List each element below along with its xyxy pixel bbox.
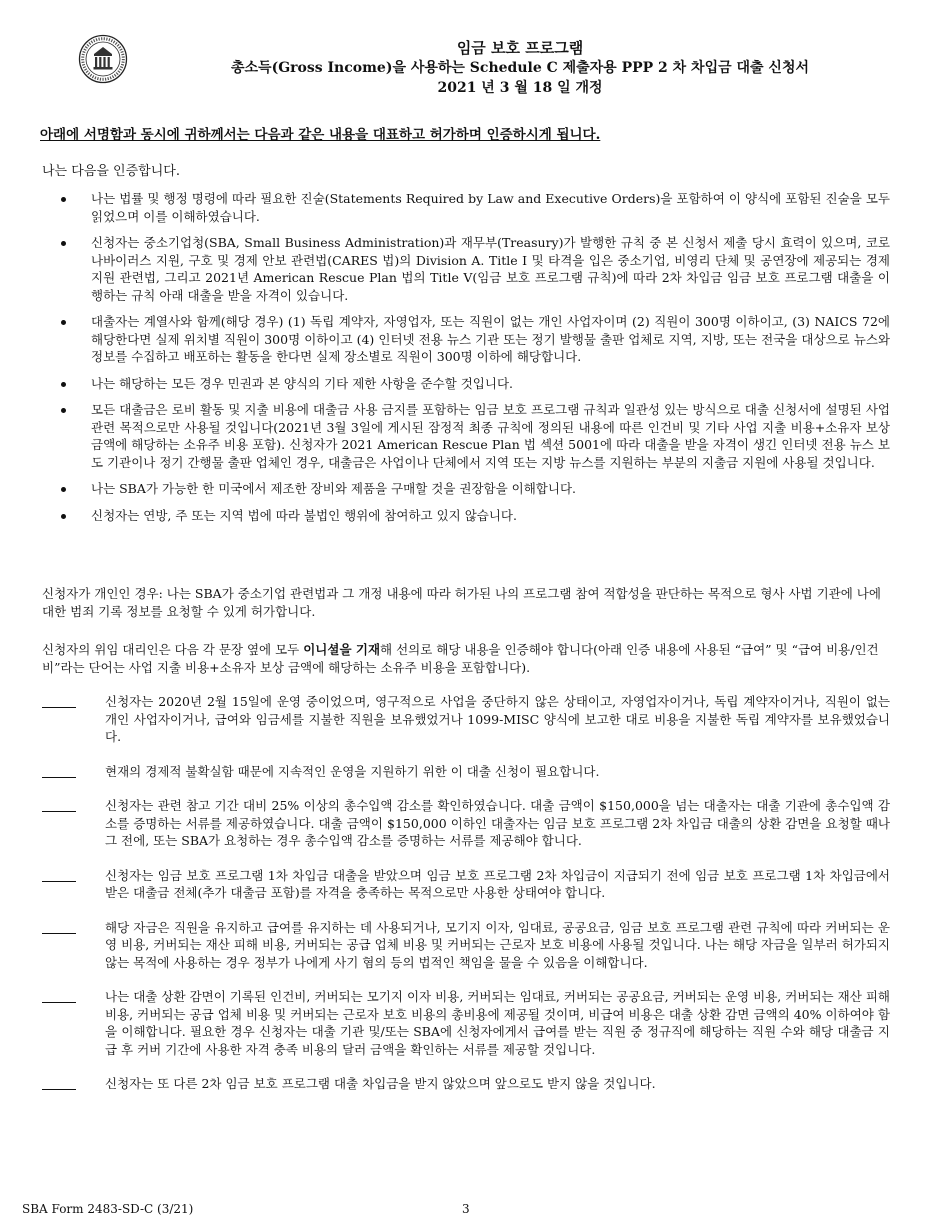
bullet-text: 모든 대출금은 로비 활동 및 지출 비용에 대출금 사용 금지를 포함하는 임금 보호 프로그램 규칙과 일관성 있는 방식으로 대출 신청서에 설명된 사업 관련 목적으로만 사용될 것입니다(2021년 3월 3일에 게시된 잠정적 최종 규칙에 정의된 내용에 따른 인건비 및 기타 사업 지출 비용+소유자 보상 금액에 해당하는 소유주 비용 포함). 신청자가 2021 American Rescue Plan 법 섹션 5001에 따라 대출을 받을 자격이 생긴 인터넷 전용 뉴스 보도 기관이나 정기 간행물 출판 업체인 경우, 대출금은 사업이나 단체에서 지역 또는 지방 뉴스를 지원하는 부분의 지출금 지원에 사용될 것입니다. xyxy=(91,402,890,470)
initials-text-bold: 이니셜을 기재 xyxy=(303,642,381,657)
initial-item-text: 신청자는 관련 참고 기간 대비 25% 이상의 총수입액 감소를 확인하였습니다. 대출 금액이 $150,000을 넘는 대출자는 대출 기관에 총수입액 감소를 증명하는 서류를 제공하였습니다. 대출 금액이 $150,000 이하인 대출자는 임금 보호 프로그램 2차 차입금 대출의 상환 감면을 요청할 때나 그 전에, 또는 SBA가 요청하는 경우 총수입액 감소를 증명하는 서류를 제공해야 합니다. xyxy=(105,798,890,848)
bullet-icon xyxy=(61,241,66,246)
bullet-icon xyxy=(61,197,66,202)
form-id-footer: SBA Form 2483-SD-C (3/21) xyxy=(22,1202,194,1216)
certification-bullets xyxy=(42,190,890,533)
initial-item xyxy=(42,763,890,781)
form-title: 임금 보호 프로그램 xyxy=(456,39,584,57)
initial-item-text: 신청자는 또 다른 2차 임금 보호 프로그램 대출 차입금을 받지 않았으며 앞으로도 받지 않을 것입니다. xyxy=(105,1076,656,1091)
bullet-text: 신청자는 연방, 주 또는 지역 법에 따라 불법인 행위에 참여하고 있지 않습니다. xyxy=(91,507,517,523)
initial-item-text: 현재의 경제적 불확실함 때문에 지속적인 운영을 지원하기 위한 이 대출 신청이 필요합니다. xyxy=(105,763,600,779)
initial-item xyxy=(42,1075,890,1093)
initial-blank-line[interactable] xyxy=(42,777,76,778)
bullet-text: 나는 해당하는 모든 경우 민권과 본 양식의 기타 제한 사항을 준수할 것입니다. xyxy=(91,375,514,391)
initial-blank-line[interactable] xyxy=(42,933,76,934)
initials-instruction-paragraph xyxy=(42,641,890,677)
bullet-item xyxy=(42,313,890,366)
bullet-item xyxy=(42,401,890,471)
bullet-text: 신청자는 중소기업청(SBA, Small Business Administration)과 재무부(Treasury)가 발행한 규칙 중 본 신청서 제출 당시 효력이 있으며, 코로나바이러스 지원, 구호 및 경제 안보 관련법(CARES 법)의 Division A. Title I 및 타격을 입은 중소기업, 비영리 단체 및 공연장에 제공되는 경제 지원 관련법, 그리고 2021년 American Rescue Plan 법의 Title V(임금 보호 프로그램 규칙)에 따라 2차 차입금 임금 보호 프로그램 대출을 이행하는 규칙 아래 대출을 받을 자격이 있습니다. xyxy=(91,235,890,303)
sba-seal-logo xyxy=(78,34,128,84)
initial-blank-line[interactable] xyxy=(42,1089,76,1090)
bullet-icon xyxy=(61,408,66,413)
bullet-icon xyxy=(61,320,66,325)
initial-item-text: 신청자는 임금 보호 프로그램 1차 차입금 대출을 받았으며 임금 보호 프로그램 2차 차입금이 지급되기 전에 임금 보호 프로그램 1차 차입금에서 받은 대출금 전체(추가 대출금 포함)를 자격을 충족하는 목적으로만 사용한 상태여야 합니다. xyxy=(105,867,890,900)
initials-text-before: 신청자의 위임 대리인은 다음 각 문장 옆에 모두 xyxy=(42,642,304,657)
bullet-icon xyxy=(61,487,66,492)
initial-blank-line[interactable] xyxy=(42,707,76,708)
bullet-item xyxy=(42,375,890,393)
bullet-item xyxy=(42,190,890,225)
initial-item xyxy=(42,797,890,850)
bullet-text: 대출자는 계열사와 함께(해당 경우) (1) 독립 계약자, 자영업자, 또는 직원이 없는 개인 사업자이며 (2) 직원이 300명 이하이고, (3) NAICS 72에 해당한다면 실제 위치별 직원이 300명 이하이고 (4) 인터넷 전용 뉴스 기관 또는 정기 발행물 출판 업체로 지역, 지방, 또는 전국을 대상으로 뉴스와 정보를 수집하고 배포하는 활동을 한다면 실제 장소별로 직원이 300명 이하에 해당합니다. xyxy=(91,314,890,364)
initial-blank-line[interactable] xyxy=(42,811,76,812)
bullet-text: 나는 법률 및 행정 명령에 따라 필요한 진술(Statements Required by Law and Executive Orders)을 포함하여 이 양식에 포함된 진술을 모두 읽었으며 이를 이해하였습니다. xyxy=(91,191,890,224)
initial-item xyxy=(42,919,890,972)
certify-intro: 나는 다음을 인증합니다. xyxy=(42,164,180,179)
page-number: 3 xyxy=(462,1202,470,1216)
initial-blank-line[interactable] xyxy=(42,1002,76,1003)
initial-item xyxy=(42,867,890,902)
form-subtitle: 총소득(Gross Income)을 사용하는 Schedule C 제출자용 PPP 2 차 차입금 대출 신청서 xyxy=(231,60,809,76)
initial-item-text: 나는 대출 상환 감면이 기록된 인건비, 커버되는 모기지 이자 비용, 커버되는 임대료, 커버되는 공공요금, 커버되는 운영 비용, 커버되는 재산 피해 비용, 커버되는 공급 업체 비용 및 커버되는 근로자 보호 비용의 총비용에 제공될 것이며, 비급여 비용은 대출 상환 감면 금액의 40% 이하여야 함을 이해합니다. 필요한 경우 신청자는 대출 기관 및/또는 SBA에 신청자에게서 급여를 받는 직원 중 정규직에 해당하는 직원 수와 해당 대출금 지급 후 커버 기간에 사용한 자격 충족 비용의 달러 금액을 확인하는 서류를 제공할 것입니다. xyxy=(105,989,890,1057)
bullet-icon xyxy=(61,514,66,519)
initial-item xyxy=(42,693,890,746)
bullet-text: 나는 SBA가 가능한 한 미국에서 제조한 장비와 제품을 구매할 것을 권장함을 이해합니다. xyxy=(91,481,577,496)
initial-item-text: 해당 자금은 직원을 유지하고 급여를 유지하는 데 사용되거나, 모기지 이자, 임대료, 공공요금, 임금 보호 프로그램 관련 규칙에 따라 커버되는 운영 비용, 커버되는 재산 피해 비용, 커버되는 공급 업체 비용 및 커버되는 근로자 보호 비용에 사용될 것입니다. 나는 해당 자금을 일부러 허가되지 않는 목적에 사용하는 경우 정부가 나에게 사기 혐의 등의 법적인 책임을 물을 수 있음을 이해합니다. xyxy=(105,919,890,970)
initials-items xyxy=(42,693,890,1110)
lead-statement: 아래에 서명함과 동시에 귀하께서는 다음과 같은 내용을 대표하고 허가하며 인증하시게 됩니다. xyxy=(40,127,601,143)
initial-item xyxy=(42,988,890,1058)
initial-blank-line[interactable] xyxy=(42,881,76,882)
initials-text-after: 해 선의로 해당 내용을 인증해야 합니다(아래 인증 내용에 사용된 “급여” 및 “급여 비용/인건비”라는 단어는 사업 지출 비용+소유자 보상 금액에 해당하는 소유주 비용을 포함합니다). xyxy=(42,642,879,675)
form-header xyxy=(150,38,890,98)
bullet-item xyxy=(42,507,890,525)
bullet-icon xyxy=(61,382,66,387)
bullet-item xyxy=(42,234,890,304)
individual-applicant-paragraph: 신청자가 개인인 경우: 나는 SBA가 중소기업 관련법과 그 개정 내용에 따라 허가된 나의 프로그램 참여 적합성을 판단하는 목적으로 형사 사법 기관에 나에 대한 범죄 기록 정보를 요청할 수 있게 허가합니다. xyxy=(42,586,881,619)
bullet-item xyxy=(42,480,890,498)
initial-item-text: 신청자는 2020년 2월 15일에 운영 중이었으며, 영구적으로 사업을 중단하지 않은 상태이고, 자영업자이거나, 독립 계약자이거나, 직원이 없는 개인 사업자이거나, 급여와 임금세를 지불한 직원을 보유했었거나 1099-MISC 양식에 보고한 대로 비용을 지불한 독립 계약자를 보유했었습니다. xyxy=(105,694,890,744)
revision-date: 2021 년 3 월 18 일 개정 xyxy=(437,80,603,96)
